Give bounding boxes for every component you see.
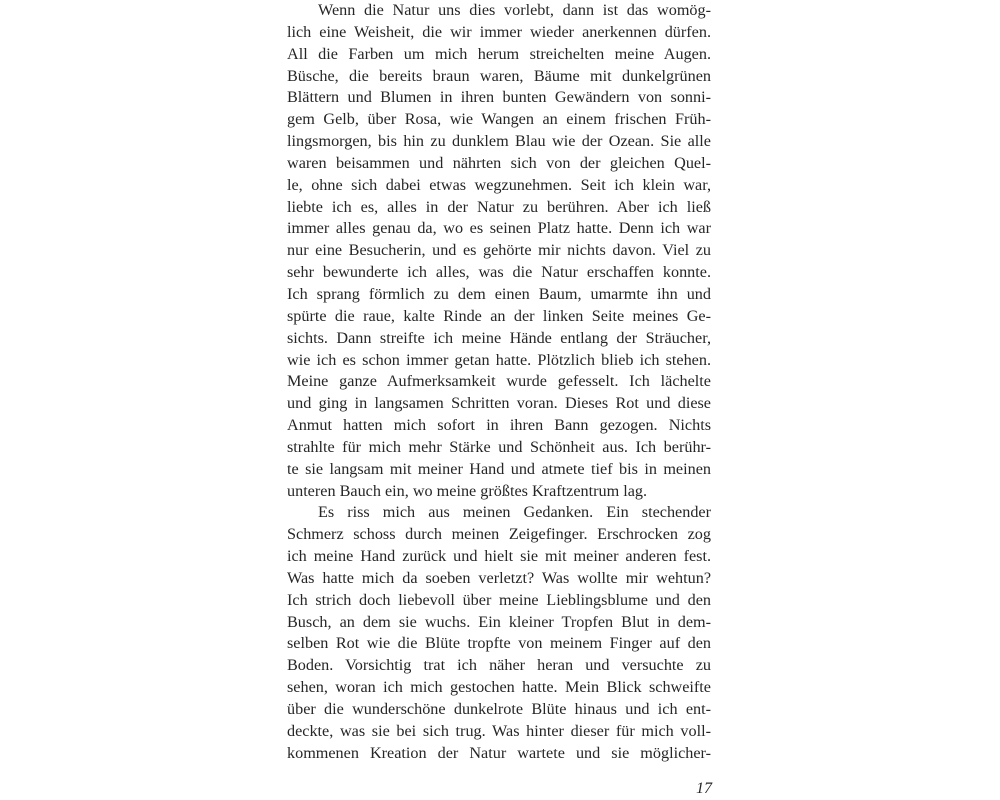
text-line: sichts. Dann streifte ich meine Hände entlang der Sträucher, [287,328,711,347]
text-line: kommenen Kreation der Natur wartete und sie möglicher- [287,743,711,762]
text-line: immer alles genau da, wo es seinen Platz hatte. Denn ich war [287,219,711,238]
text-line: spürte die raue, kalte Rinde an der linken Seite meines Ge- [287,306,711,325]
text-line: wie ich es schon immer getan hatte. Plötzlich blieb ich stehen. [287,350,711,369]
text-line: deckte, was sie bei sich trug. Was hinter dieser für mich voll- [287,721,711,740]
text-line: ich meine Hand zurück und hielt sie mit meiner anderen fest. [287,547,711,566]
text-line: Busch, an dem sie wuchs. Ein kleiner Tropfen Blut in dem- [287,612,711,631]
text-line: über die wunderschöne dunkelrote Blüte hinaus und ich ent- [287,700,711,718]
text-line: Was hatte mich da soeben verletzt? Was wollte mir wehtun? [287,568,711,587]
text-line: waren beisammen und nährten sich von der gleichen Quel- [287,153,711,172]
page-number: 17 [696,780,712,797]
text-line: Büsche, die bereits braun waren, Bäume mit dunkelgrünen [287,66,711,85]
text-line-paragraph-end: unteren Bauch ein, wo meine größtes Kraftzentrum lag. [287,481,648,500]
text-line: te sie langsam mit meiner Hand und atmete tief bis in meinen [287,459,711,478]
text-line: All die Farben um mich herum streichelten meine Augen. [287,44,711,63]
text-line: selben Rot wie die Blüte tropfte von meinem Finger auf den [287,634,711,653]
text-line: Boden. Vorsichtig trat ich näher heran und versuchte zu [287,656,711,675]
text-line: le, ohne sich dabei etwas wegzunehmen. Seit ich klein war, [287,175,711,194]
text-line: Ich strich doch liebevoll über meine Lieblingsblume und den [287,590,711,609]
text-line: Anmut hatten mich sofort in ihren Bann gezogen. Nichts [287,416,711,435]
text-line: sehr bewunderte ich alles, was die Natur erschaffen konnte. [287,263,711,282]
text-line: Blättern und Blumen in ihren bunten Gewändern von sonni- [287,88,711,107]
text-line: liebte ich es, alles in der Natur zu berühren. Aber ich ließ [287,197,711,216]
text-line: Meine ganze Aufmerksamkeit wurde gefesselt. Ich lächelte [287,372,711,391]
text-line: lingsmorgen, bis hin zu dunklem Blau wie der Ozean. Sie alle [287,132,711,151]
text-line-paragraph-start: Wenn die Natur uns dies vorlebt, dann ist das womög- [318,1,711,19]
body-text [287,0,711,765]
text-line: gem Gelb, über Rosa, wie Wangen an einem frischen Früh- [287,110,711,129]
text-line: strahlte für mich mehr Stärke und Schönheit aus. Ich berühr- [287,437,711,456]
text-line: sehen, woran ich mich gestochen hatte. Mein Blick schweifte [287,678,711,697]
text-line: Schmerz schoss durch meinen Zeigefinger. Erschrocken zog [287,525,711,544]
text-line: lich eine Weisheit, die wir immer wieder anerkennen dürfen. [287,22,711,41]
text-line: und ging in langsamen Schritten voran. Dieses Rot und diese [287,394,711,413]
text-line-paragraph-start: Es riss mich aus meinen Gedanken. Ein stechender [318,503,711,522]
text-line: Ich sprang förmlich zu dem einen Baum, umarmte ihn und [287,284,711,303]
text-line: nur eine Besucherin, und es gehörte mir nichts davon. Viel zu [287,241,711,260]
